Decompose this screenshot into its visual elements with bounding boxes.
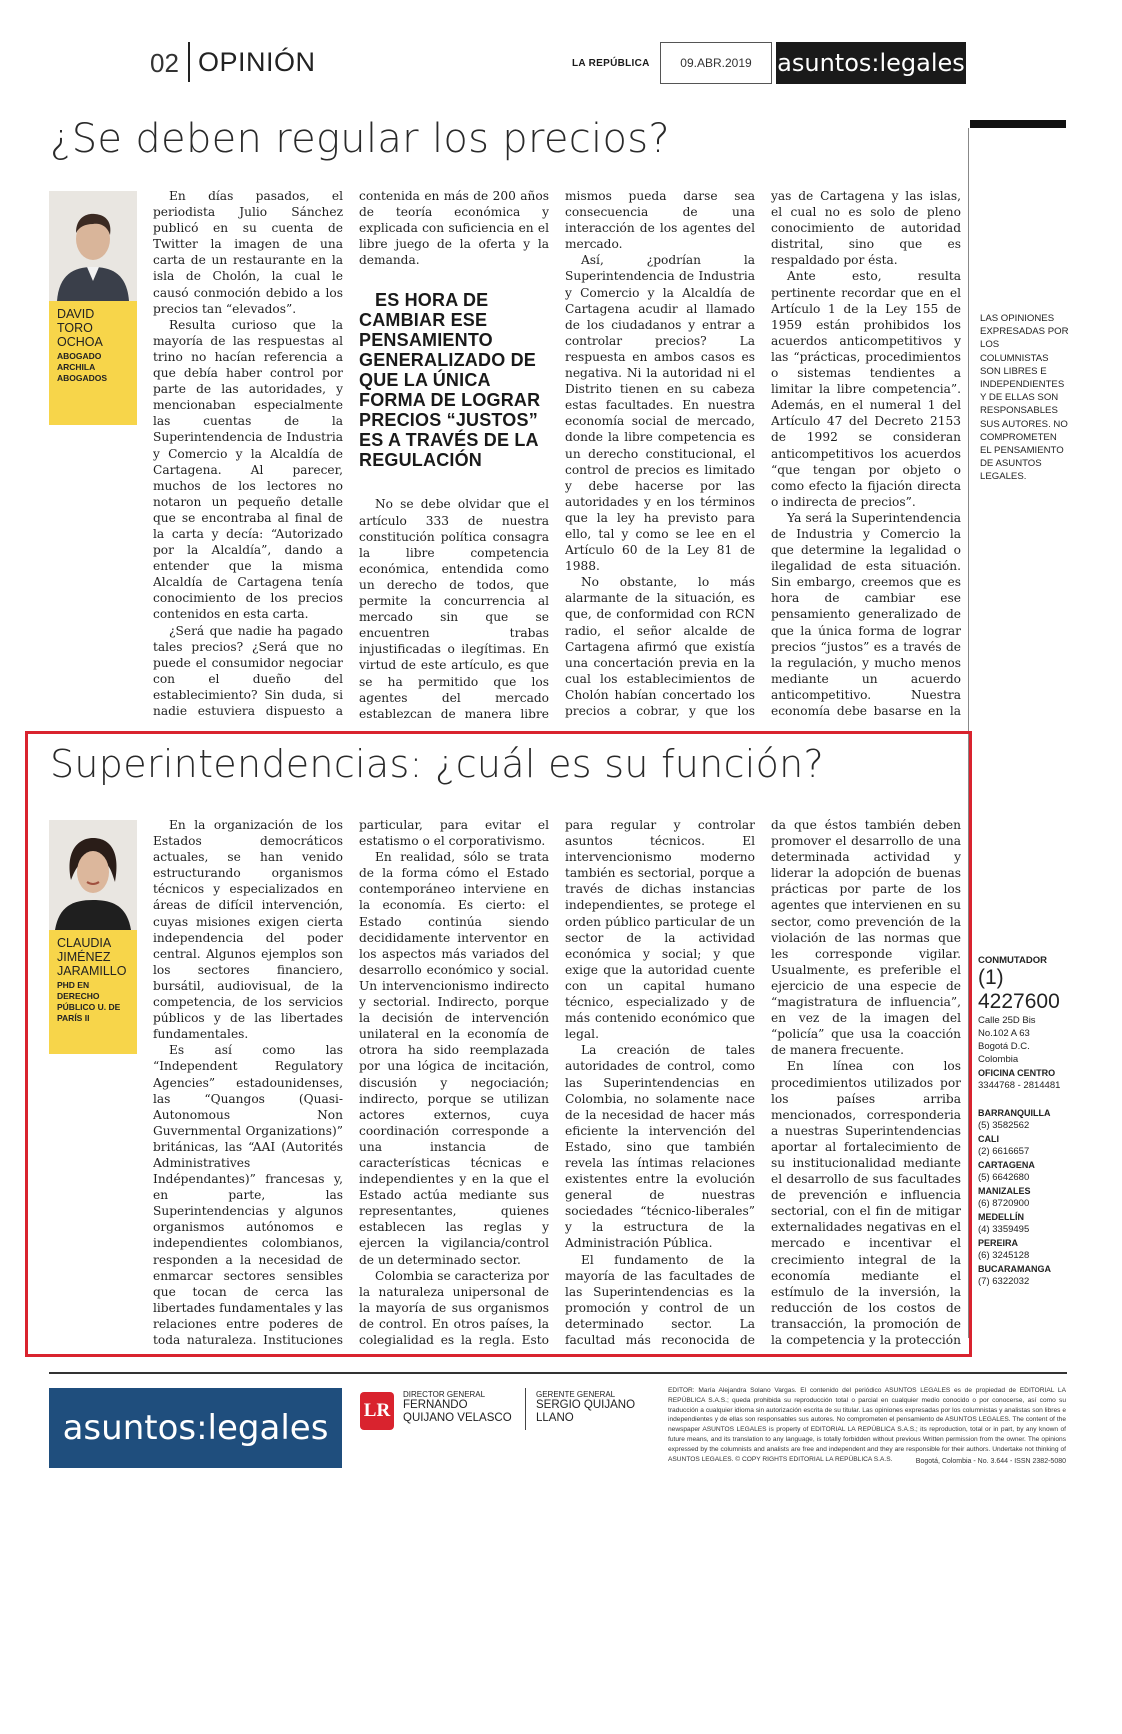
manager-credit: [536, 1390, 636, 1425]
paragraph: Colombia se caracteriza por la naturaleza unipersonal de la mayoría de sus organismos de control. En otros países, la colegialidad es la regla. Esto: [359, 1268, 549, 1347]
paragraph: No obstante, lo más alarmante de la situación, es que, de conformidad con RCN radio, el señor alcalde de Cartagena afirmó que existía una concertación previa en la cual los establecimientos de Cholón habían concertado los precios a cobrar, y que los: [565, 575, 755, 718]
author-role: ABOGADO ARCHILA ABOGADOS: [57, 351, 108, 383]
address-line: Colombia: [978, 1054, 1019, 1065]
article-2-column-2: [359, 817, 549, 1347]
article-1-column-4: [771, 188, 961, 720]
paragraph: contenida en más de 200 años de teoría económica y explicada con suficiencia en el libre juego de la oferta y la demanda.: [359, 189, 549, 268]
article-1-column-2: [359, 188, 549, 720]
director-credit: [403, 1390, 513, 1425]
paragraph: particular, para evitar el estatismo o el corporativismo.: [359, 818, 549, 849]
paragraph: mismos pueda darse sea consecuencia de una interacción de los agentes del mercado.: [565, 189, 755, 252]
pull-quote: ES HORA DE CAMBIAR ESE PENSAMIENTO GENERALIZADO DE QUE LA ÚNICA FORMA DE LOGRAR PRECIOS “JUSTOS” ES A TRAVÉS DE LA REGULACIÓN: [359, 290, 541, 471]
lr-logo-icon: LR: [360, 1392, 394, 1430]
legal-notice: EDITOR: María Alejandra Solano Vargas. El contenido del periódico ASUNTOS LEGALES es de propiedad de EDITORIAL LA REPÚBLICA S.A.S.; queda prohibida su reproducción total o parcial en cualquier medio conocido o por conocerse, así como su traducción a cualquier idioma sin autorización escrita de su titular. Las opiniones expresadas por los columnistas y analistas son libres e independientes y de ellas son responsables sus autores. No comprometen el pensamiento de ASUNTOS LEGALES. The content of the newspaper ASUNTOS LEGALES is property of EDITORIAL LA REPÚBLICA S.A.S.; its reproduction, total or in part, by any known of future means, and its translation to any language, is totally forbidden without previous Written permission from the owner. The opinions expressed by the columnists and analists are free and independent and they are responsible for their authors. Undertake not thinking of ASUNTOS LEGALES. © COPY RIGHTS EDITORIAL LA REPÚBLICA S.A.S.: [668, 1387, 1066, 1463]
contact-info: [978, 955, 1070, 1288]
paragraph: para regular y controlar asuntos técnicos. El intervencionismo moderno también es sectorial, porque a través de dichas instancias independientes, se protege el orden público particular de un sector de la actividad económica y social; y que exige que la autoridad cuente con un capital humano técnico, especializado y de más contenido económico que legal.: [565, 818, 755, 1042]
paragraph: La creación de tales autoridades de control, como las Superintendencias en Colombia, no solamente nace de la necesidad de hacer más eficiente la intervención del Estado, sino que también revela las íntimas relaciones existentes entre la evolución general de nuestras sociedades “técnico-liberales” y la estructura de la Administración Pública.: [565, 1043, 755, 1251]
author-photo-icon: [49, 820, 137, 930]
author-card-1: [49, 191, 137, 425]
sidebar-top-bar: [970, 120, 1066, 128]
city-name: MANIZALES: [978, 1186, 1031, 1196]
paragraph: En línea con los procedimientos utilizados por los países arriba mencionados, corresponderia a nuestras Superintendencias aportar al fortalecimiento de su institucionalidad mediante el desarrollo de sus facultades de prevención e influencia sectorial, con el fin de mitigar externalidades negativas en el mercado e incentivar el crecimiento integral de la economía mediante el estímulo de la inversión, la reducción de los costos de transacción, la promoción de la competencia y la protección: [771, 1059, 961, 1347]
article-2-column-3: [565, 817, 755, 1347]
paragraph: No se debe olvidar que el artículo 333 de nuestra constitución política consagra la libre competencia económica, entendida como un derecho de todos, que permite la concurrencia al mercado sin que se encuentren trabas injustificadas o ilegítimas. En virtud de este artículo, es que se ha permitido que los agentes del mercado establezcan de manera libre: [359, 497, 549, 720]
office-label: OFICINA CENTRO: [978, 1068, 1056, 1078]
city-phone: (5) 6642680: [978, 1172, 1030, 1183]
footer-brand-logo: asuntos:legales: [49, 1388, 342, 1468]
paragraph: Resulta curioso que la mayoría de las respuestas al trino no hacían referencia a que debía haber control por parte de las autoridades, y mencionaban especialmente las cuentas de la Superintendencia de Industria y Comercio y la Alcaldía de Cartagena. Al parecer, muchos de los lectores no notaron un pequeño detalle que se encontraba al final de la carta y decía: “Autorizado por la Alcaldía”, dando a entender que la misma Alcaldía de Cartagena tenía conocimiento de los precios contenidos en esta carta.: [153, 317, 343, 622]
paragraph: yas de Cartagena y las islas, el cual no es solo de pleno conocimiento de autoridad distrital, sino que es respaldado por ésta.: [771, 189, 961, 268]
manager-label: GERENTE GENERAL: [536, 1390, 616, 1399]
city-phone: (7) 6322032: [978, 1276, 1030, 1287]
director-name: FERNANDO QUIJANO VELASCO: [403, 1399, 512, 1424]
city-name: CALI: [978, 1134, 999, 1144]
footer-rule: [49, 1372, 1067, 1374]
columnist-disclaimer: LAS OPINIONES EXPRESADAS POR LOS COLUMNISTAS SON LIBRES E INDEPENDIENTES Y DE ELLAS SON RESPONSABLES SUS AUTORES. NO COMPROMETEN EL PENSAMIENTO DE ASUNTOS LEGALES.: [980, 313, 1069, 483]
paragraph: da que éstos también deben promover el desarrollo de una determinada actividad y liderar la adopción de buenas prácticas por parte de los agentes que intervienen en su sector, como prevención de la violación de las normas que les corresponde vigilar. Usualmente, es preferible el ejercicio de una especie de “magistratura de influencia”, en vez de la imagen del “policía” que usa la coacción de manera frecuente.: [771, 818, 961, 1058]
address-line: Calle 25D Bis: [978, 1015, 1036, 1026]
city-phone: (4) 3359495: [978, 1224, 1030, 1235]
city-phone: (6) 8720900: [978, 1198, 1030, 1209]
city-name: PEREIRA: [978, 1238, 1019, 1248]
paragraph: En realidad, sólo se trata de la forma cómo el Estado contemporáneo interviene en la economía. Es cierto: el Estado continúa siendo decididamente interventor en los aspectos más variados del desarrollo económico y social. Un intervencionismo indirecto y sectorial. Indirecto, porque la decisión de intervención unilateral en la economía de otrora ha sido reemplazada por una lógica de incitación, discusión y negociación; indirecto, porque se utilizan actores externos, cuya coordinación corresponde a una instancia de características técnicas e independientes y en la que el Estado actúa mediante sus representantes, quienes establecen las reglas y ejercen la vigilancia/control de un determinado sector.: [359, 850, 549, 1267]
footer-divider: [525, 1388, 526, 1430]
city-name: BARRANQUILLA: [978, 1108, 1051, 1118]
city-phone: (6) 3245128: [978, 1250, 1030, 1261]
article-2-headline: Superintendencias: ¿cuál es su función?: [50, 742, 825, 786]
page-header: [150, 42, 966, 84]
author-photo-icon: [49, 191, 137, 301]
article-1-column-3: [565, 188, 755, 720]
switchboard-phone: (1) 4227600: [978, 966, 1060, 1013]
issue-number: Bogotá, Colombia - No. 3.644 - ISSN 2382-5080: [915, 1458, 1066, 1465]
article-1-headline: ¿Se deben regular los precios?: [50, 116, 670, 162]
address-line: Bogotá D.C.: [978, 1041, 1030, 1052]
article-2-column-4: [771, 817, 961, 1347]
city-name: MEDELLÍN: [978, 1212, 1024, 1222]
header-divider: [188, 42, 190, 82]
paragraph: Ante esto, resulta pertinente recordar que en el Artículo 1 de la Ley 155 de 1959 están prohibidos los acuerdos anticompetitivos y las “prácticas, procedimientos o sistemas tendientes a limitar la libre competencia”. Además, en el numeral 1 del Artículo 47 del Decreto 2153 de 1992 se consideran anticompetitivos los acuerdos “que tengan por objeto o como efecto la fijación directa o indirecta de precios”.: [771, 269, 961, 509]
paragraph: Ya será la Superintendencia de Industria y Comercio la que determine la legalidad o ilegalidad de esta situación. Sin embargo, creemos que es hora de cambiar ese pensamiento generalizado de que la única forma de lograr precios “justos” es a través de la regulación, y mucho menos mediante un acuerdo anticompetitivo. Nuestra economía debe basarse en la: [771, 510, 961, 718]
paragraph: En días pasados, el periodista Julio Sánchez publicó en su cuenta de Twitter la imagen de una carta de un restaurante en la isla de Cholón, la cual le causó conmoción debido a los precios tan “elevados”.: [153, 189, 343, 316]
author-card-2: [49, 820, 137, 1054]
switchboard-label: CONMUTADOR: [978, 955, 1047, 966]
author-name: CLAUDIA JIMÉNEZ JARAMILLO: [57, 936, 127, 978]
paragraph: ¿Será que nadie ha pagado tales precios? ¿Será que no puede el consumidor negociar con el dueño del establecimiento? Sin duda, si nadie estuviera dispuesto a: [153, 623, 343, 718]
publication-name: LA REPÚBLICA: [572, 58, 650, 69]
paragraph: El fundamento de la mayoría de las facultades de las Superintendencias es la promoción y control de un determinado sector. La facultad más reconocida de: [565, 1252, 755, 1347]
issue-date: 09.ABR.2019: [660, 42, 772, 84]
address-line: No.102 A 63: [978, 1028, 1030, 1039]
city-name: BUCARAMANGA: [978, 1264, 1051, 1274]
paragraph: En la organización de los Estados democráticos actuales, se han venido estructurando organismos técnicos y especializados en áreas de difícil intervención, cuyas misiones exigen cierta independencia del poder central. Algunos ejemplos son los sectores financiero, bursátil, audiovisual, de la competencia, de los servicios públicos y de las libertades fundamentales.: [153, 818, 343, 1042]
paragraph: Es así como las “Independent Regulatory Agencies” estadounidenses, las “Quangos (Quasi-Autonomous Non Guvernmental Organizations)” británicas, las “AAI (Autorités Administratives Indépendantes)” francesas y, en parte, las Superintendencias y algunos organismos autónomos e independientes colombianos, responden a la necesidad de enmarcar sectores sensibles que tocan de cerca las libertades fundamentales y las relaciones entre poderes de toda naturaleza. Instituciones: [153, 1043, 343, 1347]
manager-name: SERGIO QUIJANO LLANO: [536, 1399, 636, 1424]
city-phone: (5) 3582562: [978, 1120, 1030, 1131]
city-name: CARTAGENA: [978, 1160, 1035, 1170]
section-title: OPINIÓN: [198, 47, 316, 77]
paragraph: Así, ¿podrían la Superintendencia de Industria y Comercio y la Alcaldía de Cartagena acudir al llamado de los ciudadanos y entrar a controlar precios? La respuesta en ambos casos es negativa. Ni la autoridad ni el Distrito tienen en su cabeza estas facultades. En nuestra economía social de mercado, donde la libre competencia es un derecho constitucional, el control de precios es limitado y debe hacerse por las autoridades y en los términos que la ley ha previsto para ello, tal y como se lee en el Artículo 60 de la Ley 81 de 1988.: [565, 253, 755, 574]
author-name: DAVID TORO OCHOA: [57, 307, 103, 349]
brand-logo: asuntos:legales: [776, 42, 966, 84]
director-label: DIRECTOR GENERAL: [403, 1390, 486, 1399]
author-role: PHD EN DERECHO PÚBLICO U. DE PARÍS II: [57, 980, 121, 1023]
city-phone: (2) 6616657: [978, 1146, 1030, 1157]
article-1-column-1: [153, 188, 343, 720]
article-2-column-1: [153, 817, 343, 1347]
office-phone: 3344768 - 2814481: [978, 1080, 1061, 1091]
page-number: 02: [150, 48, 179, 78]
